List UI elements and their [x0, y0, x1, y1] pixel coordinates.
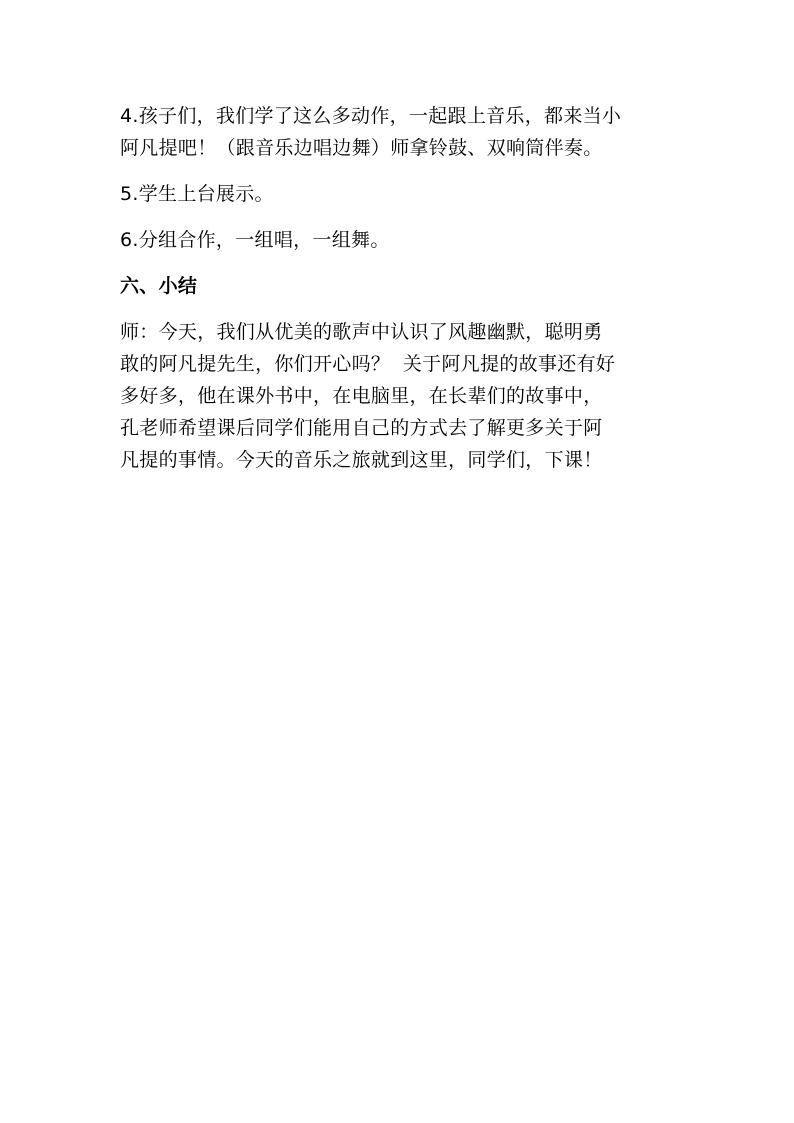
- step-4-line-1: 4.孩子们，我们学了这么多动作，一起跟上音乐，都来当小: [120, 105, 622, 127]
- summary-line-4: 孔老师希望课后同学们能用自己的方式去了解更多关于阿: [120, 417, 603, 439]
- summary-line-3: 多好多，他在课外书中，在电脑里，在长辈们的故事中，: [120, 385, 603, 407]
- step-4-paragraph: [120, 100, 680, 164]
- summary-line-1: 师：今天，我们从优美的歌声中认识了风趣幽默，聪明勇: [120, 321, 603, 343]
- step-4-line-2: 阿凡提吧！（跟音乐边唱边舞）师拿铃鼓、双响筒伴奏。: [120, 137, 603, 159]
- step-5-paragraph: 5.学生上台展示。: [120, 183, 274, 205]
- document-page: [120, 100, 680, 476]
- summary-line-2: 敢的阿凡提先生，你们开心吗？ 关于阿凡提的故事还有好: [120, 353, 616, 375]
- step-6-paragraph: 6.分组合作，一组唱，一组舞。: [120, 229, 390, 251]
- section-heading-summary: 六、小结: [120, 275, 198, 297]
- summary-paragraph: [120, 316, 680, 476]
- summary-line-5: 凡提的事情。今天的音乐之旅就到这里，同学们，下课！: [120, 449, 603, 471]
